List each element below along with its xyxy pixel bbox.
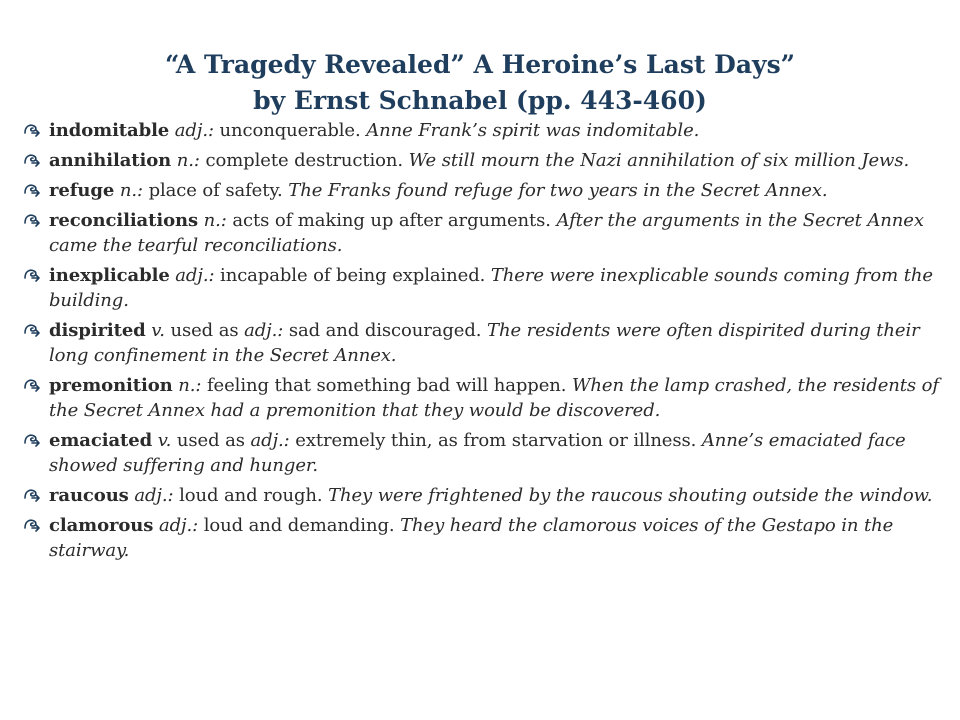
example-sentence: Anne’s emaciated face showed suffering and hunger.: [49, 430, 906, 476]
example-sentence: The residents were often dispirited during their long confinement in the Secret Annex.: [49, 320, 920, 366]
curly-arrow-bullet-icon: [22, 485, 42, 505]
example-sentence: The Franks found refuge for two years in the Secret Annex.: [288, 180, 828, 201]
vocab-definition: loud and demanding.: [203, 515, 395, 536]
vocab-definition: feeling that something bad will happen.: [207, 375, 567, 396]
vocab-definition: loud and rough.: [179, 485, 323, 506]
part-of-speech-connector: used as: [170, 320, 239, 341]
part-of-speech: v.: [157, 430, 172, 451]
example-sentence: When the lamp crashed, the residents of the Secret Annex had a premonition that they would be discovered.: [49, 375, 939, 421]
part-of-speech-connector: used as: [176, 430, 245, 451]
curly-arrow-bullet-icon: [22, 375, 42, 395]
vocab-definition: acts of making up after arguments.: [232, 210, 551, 231]
part-of-speech-secondary: adj.:: [244, 320, 284, 341]
vocabulary-item: [22, 118, 947, 143]
part-of-speech: n.:: [203, 210, 227, 231]
part-of-speech: adj.:: [174, 120, 214, 141]
title-line-1: “A Tragedy Revealed” A Heroine’s Last Days”: [164, 49, 796, 79]
curly-arrow-bullet-icon: [22, 430, 42, 450]
vocabulary-item: [22, 483, 947, 508]
example-sentence: There were inexplicable sounds coming from the building.: [49, 265, 933, 311]
vocabulary-item: [22, 428, 947, 478]
vocab-definition: extremely thin, as from starvation or illness.: [295, 430, 697, 451]
example-sentence: Anne Frank’s spirit was indomitable.: [366, 120, 700, 141]
part-of-speech: adj.:: [134, 485, 174, 506]
curly-arrow-bullet-icon: [22, 150, 42, 170]
vocabulary-item: [22, 208, 947, 258]
vocabulary-item: [22, 178, 947, 203]
example-sentence: After the arguments in the Secret Annex came the tearful reconciliations.: [49, 210, 924, 256]
vocab-definition: incapable of being explained.: [220, 265, 486, 286]
vocabulary-list: [22, 118, 947, 568]
example-sentence: They heard the clamorous voices of the Gestapo in the stairway.: [49, 515, 894, 561]
vocab-definition: sad and discouraged.: [288, 320, 482, 341]
vocabulary-item: [22, 148, 947, 173]
vocab-word: emaciated: [49, 430, 153, 451]
example-sentence: They were frightened by the raucous shouting outside the window.: [328, 485, 933, 506]
slide-title: [60, 47, 900, 119]
vocabulary-item: [22, 318, 947, 368]
curly-arrow-bullet-icon: [22, 265, 42, 285]
vocab-word: premonition: [49, 375, 173, 396]
vocab-word: raucous: [49, 485, 129, 506]
part-of-speech: adj.:: [158, 515, 199, 536]
vocab-word: inexplicable: [49, 265, 170, 286]
vocab-definition: place of safety.: [148, 180, 283, 201]
vocab-word: dispirited: [49, 320, 146, 341]
vocab-word: reconciliations: [49, 210, 199, 231]
part-of-speech: v.: [151, 320, 165, 341]
part-of-speech: n.:: [119, 180, 143, 201]
vocabulary-item: [22, 373, 947, 423]
part-of-speech: adj.:: [175, 265, 215, 286]
vocab-definition: complete destruction.: [205, 150, 403, 171]
curly-arrow-bullet-icon: [22, 120, 42, 140]
curly-arrow-bullet-icon: [22, 180, 42, 200]
curly-arrow-bullet-icon: [22, 210, 42, 230]
vocab-word: clamorous: [49, 515, 154, 536]
part-of-speech-secondary: adj.:: [250, 430, 290, 451]
part-of-speech: n.:: [176, 150, 200, 171]
vocabulary-item: [22, 263, 947, 313]
vocab-definition: unconquerable.: [219, 120, 361, 141]
curly-arrow-bullet-icon: [22, 515, 42, 535]
vocab-word: annihilation: [49, 150, 172, 171]
vocab-word: refuge: [49, 180, 115, 201]
vocab-word: indomitable: [49, 120, 170, 141]
curly-arrow-bullet-icon: [22, 320, 42, 340]
title-line-2: by Ernst Schnabel (pp. 443-460): [253, 85, 707, 115]
part-of-speech: n.:: [178, 375, 202, 396]
vocabulary-item: [22, 513, 947, 563]
example-sentence: We still mourn the Nazi annihilation of six million Jews.: [408, 150, 910, 171]
